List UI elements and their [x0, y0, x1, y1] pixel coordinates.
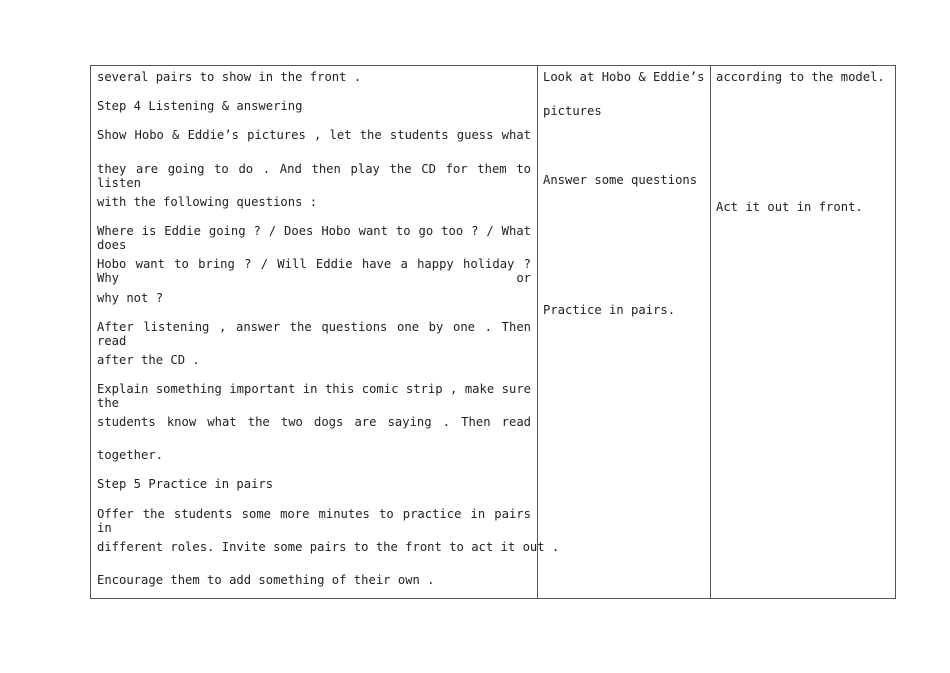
- procedure-line: Encourage them to add something of their own .: [97, 573, 435, 587]
- purpose-line: according to the model.: [716, 70, 885, 84]
- procedure-line: several pairs to show in the front .: [97, 70, 362, 84]
- step-heading: Step 5 Practice in pairs: [97, 477, 274, 491]
- purpose-column: [710, 66, 895, 598]
- activity-line: Look at Hobo & Eddie’s: [543, 70, 705, 84]
- procedure-line: Hobo want to bring ? / Will Eddie have a happy holiday ? Why or: [97, 257, 531, 285]
- procedure-line: Show Hobo & Eddie’s pictures , let the students guess what: [97, 128, 531, 142]
- activity-line: Practice in pairs.: [543, 303, 676, 317]
- procedure-line: with the following questions :: [97, 195, 318, 209]
- procedure-line: Explain something important in this comic strip , make sure the: [97, 382, 531, 410]
- procedure-line: Where is Eddie going ? / Does Hobo want to go too ? / What does: [97, 224, 531, 252]
- step-heading: Step 4 Listening & answering: [97, 99, 303, 113]
- procedure-line: why not ?: [97, 291, 164, 305]
- procedure-line: After listening , answer the questions one by one . Then read: [97, 320, 531, 348]
- lesson-plan-table: [90, 65, 896, 599]
- procedure-line: after the CD .: [97, 353, 200, 367]
- teacher-procedure-column: [91, 66, 560, 598]
- procedure-line: Offer the students some more minutes to practice in pairs in: [97, 507, 531, 535]
- activity-line: Answer some questions: [543, 173, 698, 187]
- student-activity-column: [537, 66, 711, 598]
- procedure-line: they are going to do . And then play the CD for them to listen: [97, 162, 531, 190]
- procedure-line: students know what the two dogs are saying . Then read: [97, 415, 531, 429]
- purpose-line: Act it out in front.: [716, 200, 863, 214]
- procedure-line: together.: [97, 448, 164, 462]
- activity-line: pictures: [543, 104, 602, 118]
- procedure-line: different roles. Invite some pairs to the front to act it out .: [97, 540, 560, 554]
